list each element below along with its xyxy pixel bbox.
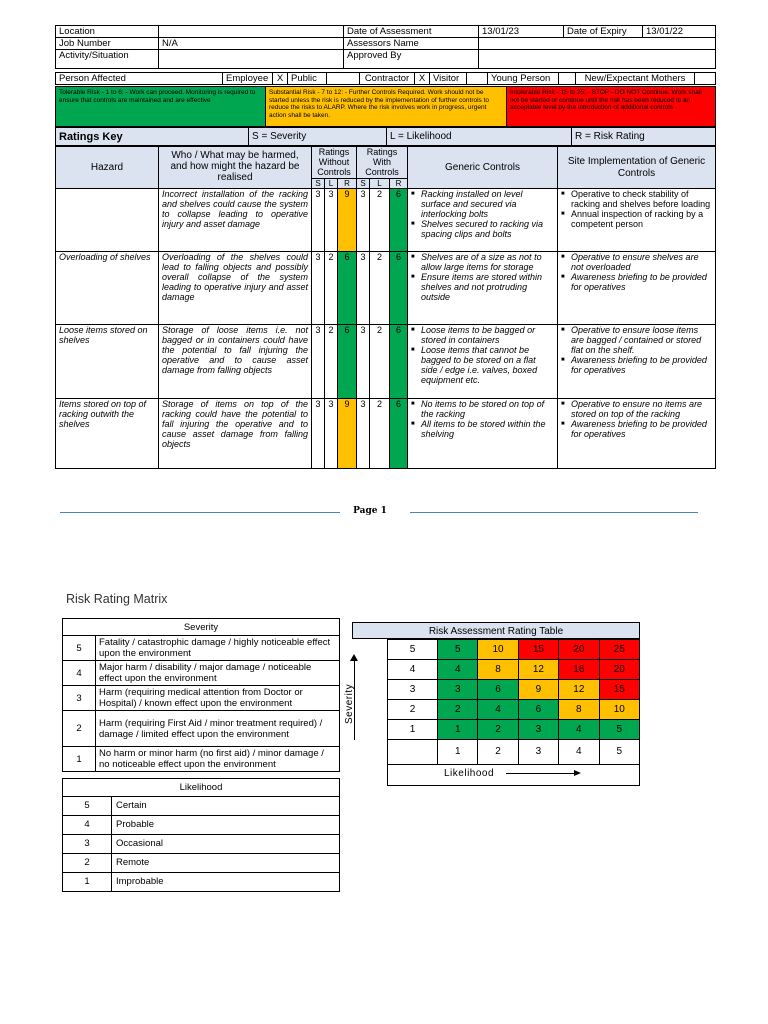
matrix-cell: 4 [478, 700, 518, 720]
col-site: Site Implementation of Generic Controls [558, 147, 716, 189]
matrix-likelihood-value: 1 [438, 740, 478, 765]
severity-number: 5 [63, 636, 96, 661]
job-number-value[interactable]: N/A [159, 38, 344, 50]
r-without: 6 [338, 252, 357, 325]
generic-controls-cell [408, 252, 558, 325]
likelihood-description: Occasional [112, 835, 340, 854]
matrix-cell: 8 [478, 660, 518, 680]
matrix-likelihood-value: 2 [478, 740, 518, 765]
matrix-cell: 5 [599, 720, 639, 740]
r-with: 6 [390, 189, 408, 252]
col-l2: L [370, 179, 390, 189]
severity-description: Harm (requiring medical attention from Doctor or Hospital) / known effect upon the environment [96, 686, 340, 711]
s-with: 3 [357, 252, 370, 325]
matrix-severity-value: 5 [388, 640, 438, 660]
matrix-severity-value: 1 [388, 720, 438, 740]
table-row [56, 399, 716, 469]
assessors-label: Assessors Name [344, 38, 479, 50]
likelihood-number: 3 [63, 835, 112, 854]
severity-description: Major harm / disability / major damage / noticeable effect upon the environment [96, 661, 340, 686]
activity-value[interactable] [159, 50, 344, 69]
r-without: 6 [338, 325, 357, 399]
l-with: 2 [370, 252, 390, 325]
matrix-cell: 2 [438, 700, 478, 720]
generic-controls-cell [408, 325, 558, 399]
list-item: ■ Operative to ensure shelves are not overloaded [571, 252, 712, 272]
list-item: ■ Operative to ensure loose items are bagged / contained or stored flat on the shelf. [571, 325, 712, 355]
public-label: Public [288, 73, 327, 85]
r-with: 6 [390, 325, 408, 399]
matrix-cell: 12 [559, 680, 599, 700]
col-s1: S [312, 179, 325, 189]
site-implementation-cell [558, 325, 716, 399]
ratings-key-rating: R = Risk Rating [572, 128, 716, 146]
matrix-cell: 20 [559, 640, 599, 660]
severity-description: No harm or minor harm (no first aid) / minor damage / no noticeable effect upon the environment [96, 747, 340, 772]
l-without: 3 [325, 399, 338, 469]
likelihood-axis-box [387, 762, 640, 786]
date-assessment-value[interactable]: 13/01/23 [479, 26, 564, 38]
activity-label: Activity/Situation [56, 50, 159, 69]
page-label: Page 1 [353, 506, 387, 516]
person-affected-table [55, 72, 716, 85]
generic-controls-cell [408, 399, 558, 469]
s-with: 3 [357, 325, 370, 399]
young-person-label: Young Person [488, 73, 559, 85]
arrow-up-icon [350, 654, 358, 661]
rating-matrix-grid [387, 639, 640, 765]
list-item: ■ Ensure items are stored within shelves and not protruding outside [421, 272, 554, 302]
l-with: 2 [370, 399, 390, 469]
severity-number: 4 [63, 661, 96, 686]
l-with: 2 [370, 325, 390, 399]
s-without: 3 [312, 252, 325, 325]
matrix-cell: 4 [559, 720, 599, 740]
matrix-row [388, 680, 640, 700]
matrix-cell: 9 [518, 680, 558, 700]
severity-description: Fatality / catastrophic damage / highly noticeable effect upon the environment [96, 636, 340, 661]
likelihood-description: Improbable [112, 873, 340, 892]
visitor-label: Visitor [430, 73, 467, 85]
site-implementation-cell [558, 399, 716, 469]
severity-number: 1 [63, 747, 96, 772]
severity-table-title: Severity [63, 619, 340, 636]
matrix-cell: 16 [559, 660, 599, 680]
ratings-key-table [55, 127, 716, 146]
who-cell: Incorrect installation of the racking and shelves could cause the system to collapse leading to operative injury and asset damage [159, 189, 312, 252]
likelihood-description: Probable [112, 816, 340, 835]
site-implementation-cell [558, 189, 716, 252]
legend-tolerable: Tolerable Risk - 1 to 6: - Work can proceed. Monitoring is required to ensure that controls are maintained and are effective [56, 87, 266, 127]
col-s2: S [357, 179, 370, 189]
hazard-cell: Items stored on top of racking outwith the shelves [56, 399, 159, 469]
col-with: Ratings With Controls [357, 147, 408, 179]
likelihood-description: Certain [112, 797, 340, 816]
matrix-severity-value: 2 [388, 700, 438, 720]
likelihood-number: 1 [63, 873, 112, 892]
likelihood-number: 5 [63, 797, 112, 816]
location-value[interactable] [159, 26, 344, 38]
matrix-row [388, 640, 640, 660]
visitor-checkbox[interactable] [467, 73, 488, 85]
list-item: ■ Operative to ensure no items are stored on top of the racking [571, 399, 712, 419]
legend-substantial: Substantial Risk - 7 to 12: - Further Controls Required. Work should not be started unless the risk is reduced by the implementation of further controls to reduce the risks to ALARP. Where the risk involves work in progress, urgent action shall be taken. [266, 87, 507, 127]
matrix-row [388, 720, 640, 740]
who-cell: Overloading of the shelves could lead to falling objects and possibly overall collapse of the system leading to operative injury and asset damage [159, 252, 312, 325]
contractor-checkbox[interactable]: X [415, 73, 430, 85]
list-item: ■ Loose items to be bagged or stored in containers [421, 325, 554, 345]
who-cell: Storage of loose items i.e. not bagged or in containers could have the potential to fall injuring the operative and to cause asset damage from falling objects [159, 325, 312, 399]
list-item: ■ Operative to check stability of racking and shelves before loading [571, 189, 712, 209]
matrix-axis-left-border [387, 639, 388, 763]
table-row [56, 189, 716, 252]
severity-number: 2 [63, 711, 96, 747]
matrix-likelihood-value: 4 [559, 740, 599, 765]
site-implementation-cell [558, 252, 716, 325]
matrix-cell: 15 [599, 680, 639, 700]
likelihood-number: 4 [63, 816, 112, 835]
l-with: 2 [370, 189, 390, 252]
ratings-key-title: Ratings Key [56, 128, 249, 146]
new-mothers-label: New/Expectant Mothers [576, 73, 695, 85]
date-expiry-label: Date of Expiry [564, 26, 643, 38]
ratings-key-severity: S = Severity [249, 128, 387, 146]
matrix-cell: 2 [478, 720, 518, 740]
r-with: 6 [390, 399, 408, 469]
hazard-cell: Loose items stored on shelves [56, 325, 159, 399]
l-without: 3 [325, 189, 338, 252]
risk-assessment-table [55, 146, 716, 469]
new-mothers-checkbox[interactable] [695, 73, 716, 85]
approved-label: Approved By [344, 50, 479, 69]
severity-table [62, 618, 340, 772]
matrix-title: Risk Rating Matrix [66, 592, 168, 606]
date-expiry-value[interactable]: 13/01/22 [643, 26, 716, 38]
young-person-checkbox[interactable] [559, 73, 576, 85]
list-item: ■ Awareness briefing to be provided for operatives [571, 419, 712, 439]
table-row [56, 252, 716, 325]
severity-axis-label: Severity [344, 683, 355, 724]
matrix-cell: 4 [438, 660, 478, 680]
col-l1: L [325, 179, 338, 189]
matrix-likelihood-value: 5 [599, 740, 639, 765]
matrix-cell: 25 [599, 640, 639, 660]
matrix-likelihood-value: 3 [518, 740, 558, 765]
matrix-cell: 6 [518, 700, 558, 720]
col-r1: R [338, 179, 357, 189]
col-who: Who / What may be harmed, and how might the hazard be realised [159, 147, 312, 189]
s-with: 3 [357, 189, 370, 252]
col-generic: Generic Controls [408, 147, 558, 189]
list-item: ■ Shelves are of a size as not to allow large items for storage [421, 252, 554, 272]
employee-checkbox[interactable]: X [273, 73, 288, 85]
matrix-cell: 20 [599, 660, 639, 680]
r-without: 9 [338, 189, 357, 252]
contractor-label: Contractor [360, 73, 415, 85]
matrix-cell: 3 [518, 720, 558, 740]
person-affected-label: Person Affected [56, 73, 223, 85]
rating-table-title: Risk Assessment Rating Table [352, 622, 640, 639]
assessment-header-table [55, 25, 716, 69]
likelihood-table-title: Likelihood [63, 779, 340, 797]
hazard-cell [56, 189, 159, 252]
matrix-cell: 6 [478, 680, 518, 700]
matrix-cell: 10 [599, 700, 639, 720]
matrix-cell: 3 [438, 680, 478, 700]
approved-value[interactable] [479, 50, 716, 69]
matrix-cell: 5 [438, 640, 478, 660]
r-without: 9 [338, 399, 357, 469]
matrix-cell: 12 [518, 660, 558, 680]
list-item: ■ All items to be stored within the shelving [421, 419, 554, 439]
location-label: Location [56, 26, 159, 38]
likelihood-description: Remote [112, 854, 340, 873]
matrix-likelihood-row [388, 740, 640, 765]
list-item: ■ Annual inspection of racking by a competent person [571, 209, 712, 229]
s-without: 3 [312, 325, 325, 399]
s-with: 3 [357, 399, 370, 469]
likelihood-number: 2 [63, 854, 112, 873]
list-item: ■ No items to be stored on top of the racking [421, 399, 554, 419]
s-without: 3 [312, 399, 325, 469]
matrix-cell: 10 [478, 640, 518, 660]
severity-number: 3 [63, 686, 96, 711]
who-cell: Storage of items on top of the racking could have the potential to fall injuring the operative and to cause asset damage from falling objects [159, 399, 312, 469]
hazard-cell: Overloading of shelves [56, 252, 159, 325]
matrix-cell: 1 [438, 720, 478, 740]
col-without: Ratings Without Controls [312, 147, 357, 179]
col-r2: R [390, 179, 408, 189]
employee-label: Employee [223, 73, 273, 85]
page-divider-left [60, 512, 340, 513]
matrix-cell: 8 [559, 700, 599, 720]
arrow-right-icon [574, 770, 581, 776]
r-with: 6 [390, 252, 408, 325]
s-without: 3 [312, 189, 325, 252]
risk-legend-table [55, 86, 716, 127]
legend-intolerable: Intolerable Risk - 15 to 25: - STOP - DO NOT Continue. Work shall not be started or continue until the risk has been reduced to an acceptable level by the introduction of additional controls [507, 87, 716, 127]
matrix-severity-value: 4 [388, 660, 438, 680]
assessors-value[interactable] [479, 38, 716, 50]
likelihood-table [62, 778, 340, 892]
likelihood-axis-arrow [506, 773, 574, 774]
matrix-row [388, 700, 640, 720]
public-checkbox[interactable] [327, 73, 360, 85]
date-assessment-label: Date of Assessment [344, 26, 479, 38]
list-item: ■ Racking installed on level surface and secured via interlocking bolts [421, 189, 554, 219]
matrix-row [388, 660, 640, 680]
list-item: ■ Awareness briefing to be provided for operatives [571, 272, 712, 292]
ratings-key-likelihood: L = Likelihood [387, 128, 572, 146]
list-item: ■ Shelves secured to racking via spacing clips and bolts [421, 219, 554, 239]
table-row [56, 325, 716, 399]
severity-description: Harm (requiring First Aid / minor treatment required) / damage / limited effect upon the environment [96, 711, 340, 747]
matrix-cell: 15 [518, 640, 558, 660]
list-item: ■ Loose items that cannot be bagged to be stored on a flat side / edge i.e. valves, boxed equipment etc. [421, 345, 554, 385]
l-without: 2 [325, 252, 338, 325]
generic-controls-cell [408, 189, 558, 252]
list-item: ■ Awareness briefing to be provided for operatives [571, 355, 712, 375]
page-divider-right [410, 512, 698, 513]
matrix-severity-value: 3 [388, 680, 438, 700]
l-without: 2 [325, 325, 338, 399]
col-hazard: Hazard [56, 147, 159, 189]
job-number-label: Job Number [56, 38, 159, 50]
likelihood-axis-label: Likelihood [444, 768, 495, 779]
matrix-corner [388, 740, 438, 765]
